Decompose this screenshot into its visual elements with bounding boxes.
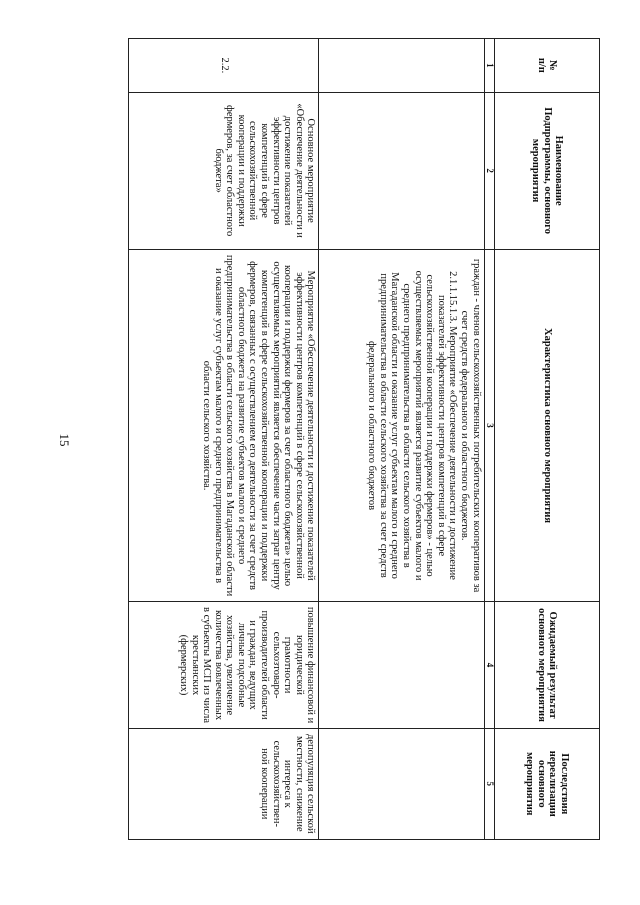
column-number: 3 xyxy=(484,249,494,602)
column-number: 5 xyxy=(484,728,494,839)
page-number: 15 xyxy=(57,433,72,447)
header-result: Ожидаемый результат основного мероприятия xyxy=(494,602,599,728)
column-number-row xyxy=(484,39,494,840)
column-number: 1 xyxy=(484,39,494,93)
table-row xyxy=(319,39,484,840)
column-number: 2 xyxy=(484,92,494,249)
column-number: 4 xyxy=(484,602,494,728)
table-row xyxy=(129,39,319,840)
description-paragraph: 2.1.1.15.1.3. Мероприятие «Обеспечение деятельности и достижение показателей эффективности центров компетенций в сфере сельскохозяйственной кооперации и поддержки фермеров» - целью осуществляемых мероприятий является развитие субъектов малого и среднего предпринимательства в области сельского хозяйства в Магаданской области и оказание услуг субъектам малого и среднего предпринимательства в области сельского хозяйства за счет средств федерального и областного бюджетов xyxy=(366,270,459,581)
measures-table xyxy=(128,38,600,840)
rotated-table-page xyxy=(128,38,600,840)
row-result: повышение финансовой и юридической грамотности сельхозтоваро-производителей области и граждан, ведущих личные подсобные хозяйства, увеличение количества вовлеченных в субъекты МСП из числа крестьянских (фермерских) xyxy=(129,602,319,728)
header-description: Характеристика основного мероприятия xyxy=(494,249,599,602)
table-header-row xyxy=(494,39,599,840)
header-consequence: Последствия нереализации основного мероприятия xyxy=(494,728,599,839)
row-name xyxy=(319,92,484,249)
row-number: 2.2. xyxy=(129,39,319,93)
header-name: Наименование Подпрограммы, основного мероприятия xyxy=(494,92,599,249)
row-name: Основное мероприятие «Обеспечение деятельности и достижение показателей эффективности центров компетенций в сфере сельскохозяйственной кооперации и поддержки фермеров, за счет областного бюджета» xyxy=(129,92,319,249)
header-number: № п/п xyxy=(494,39,599,93)
row-number xyxy=(319,39,484,93)
description-paragraph: граждан - членов сельскохозяйственных потребительских кооперативов за счет средств федерального и областного бюджетов. xyxy=(458,258,482,593)
row-consequence xyxy=(319,728,484,839)
row-description: Мероприятие «Обеспечение деятельности и достижение показателей эффективности центров компетенций в сфере сельскохозяйственной кооперации и поддержки фермеров за счет областного бюджета» целью осуществляемых мероприятий является обеспечение части затрат центру компетенций в сфере сельскохозяйственной кооперации и поддержки фермеров, связанных с осуществлением его деятельности за счет средств областного бюджета на развитие субъектов малого и среднего предпринимательства в области сельского хозяйства в Магаданской области и оказание услуг субъектам малого и среднего предпринимательства в области сельского хозяйства. xyxy=(129,249,319,602)
row-consequence: депопуляция сельской местности, снижение интереса к сельскохозяйствен-ной кооперации xyxy=(129,728,319,839)
row-description xyxy=(319,249,484,602)
row-result xyxy=(319,602,484,728)
